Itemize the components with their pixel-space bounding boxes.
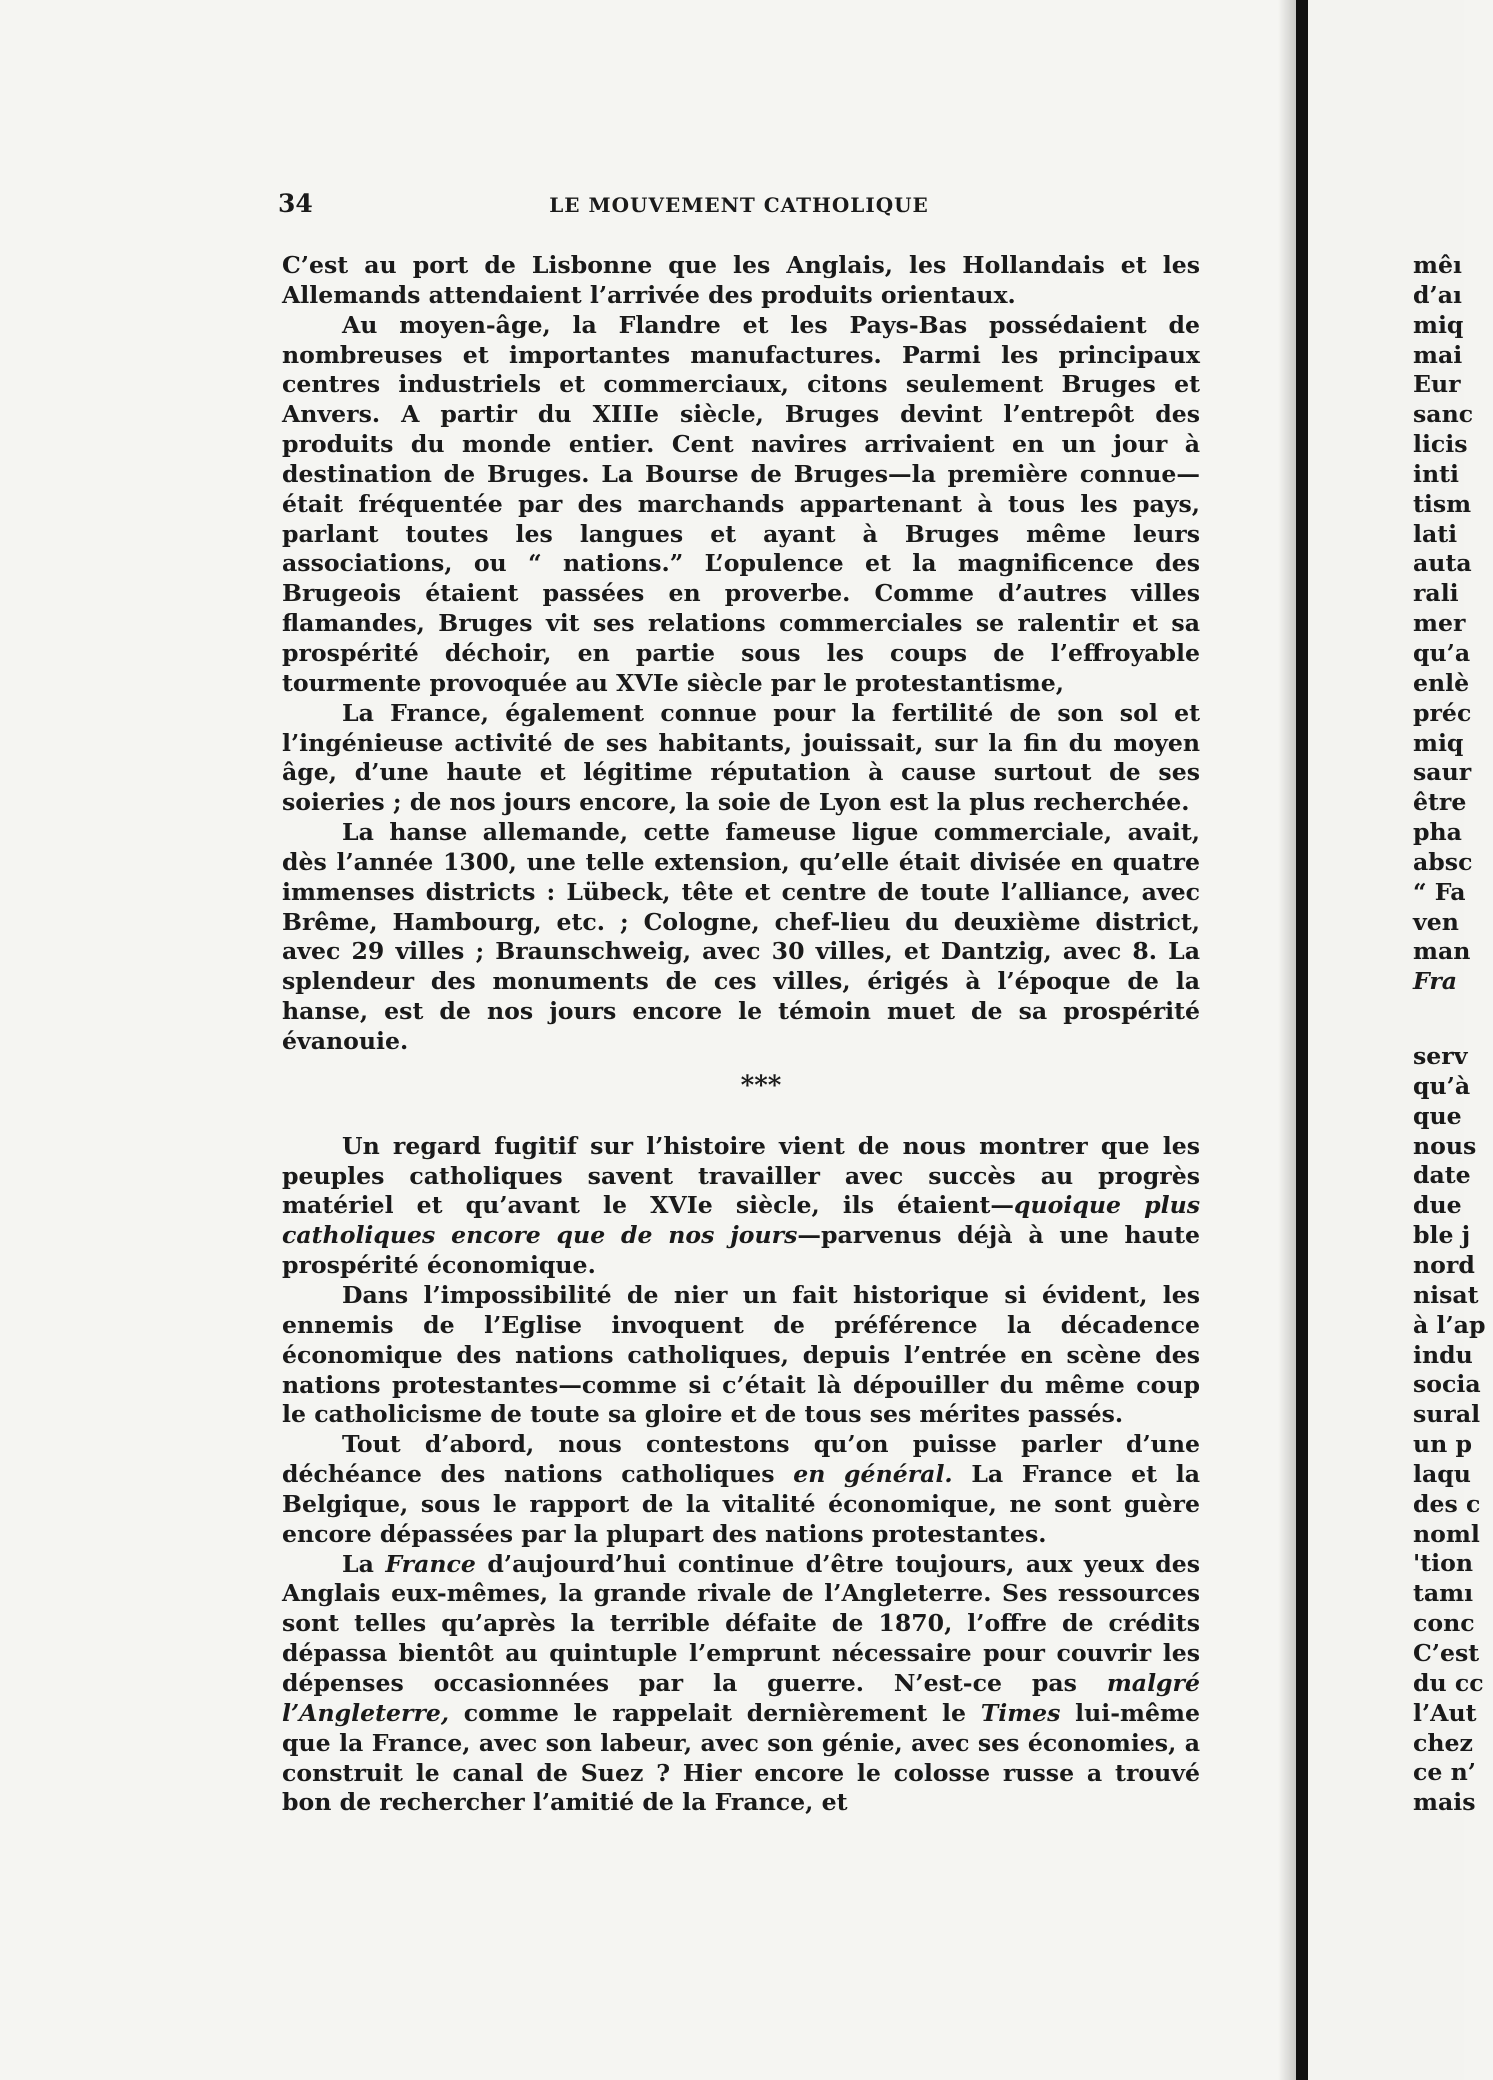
running-head: LE MOUVEMENT CATHOLIQUE (549, 193, 929, 217)
right-fragment-line: rali (1413, 579, 1459, 608)
p7-italic: en général. (793, 1460, 953, 1489)
right-fragment-line: tism (1413, 489, 1472, 518)
paragraph-4: La hanse allemande, cette fameuse ligue commerciale, avait, dès l’année 1300, une telle extension, qu’elle était divisée en quatre immenses districts : Lübeck, tête et centre de toute l’alliance, avec Brême, Hambourg, etc. ; Cologne, chef-lieu du deuxième district, avec 29 villes ; Braunschweig, avec 30 villes, et Dantzig, avec 8. La splendeur des monuments de ces villes, érigés à l’époque de la hanse, est de nos jours encore le témoin muet de sa prospérité évanouie. (282, 818, 1200, 1055)
right-fragment-line: inti (1413, 459, 1459, 488)
p8-italic-times: Times (980, 1698, 1061, 1727)
right-fragment-line: mêı (1413, 251, 1462, 279)
page-header (278, 189, 1200, 229)
p5-text-b: —parvenus déjà à une haute prospérité économique. (282, 1221, 1201, 1280)
right-fragment-line: préc (1413, 698, 1472, 727)
right-fragment-line: sanc (1413, 400, 1474, 429)
right-fragment-line: enlè (1413, 668, 1470, 697)
right-fragment-line: miq (1413, 728, 1464, 757)
right-fragment-line: mer (1413, 609, 1466, 638)
asterism: *** (740, 1070, 782, 1101)
right-fragment-line: 'tion (1413, 1549, 1473, 1578)
right-fragment-line: qu’a (1413, 638, 1471, 667)
right-fragment-line: date (1413, 1161, 1471, 1190)
p8-italic-angleterre: malgré l’Angleterre, (282, 1668, 1200, 1727)
paragraph-3: La France, également connue pour la fertilité de son sol et l’ingénieuse activité de ses habitants, jouissait, sur la fin du moyen âge, d’une haute et légitime réputation à cause surtout de ses soieries ; de nos jours encore, la soie de Lyon est la plus recherchée. (282, 698, 1200, 817)
p8-italic-france: France (385, 1549, 476, 1578)
right-fragment-line: nisat (1413, 1280, 1479, 1309)
right-fragment-line: ble j (1413, 1221, 1471, 1250)
paragraph-7 (282, 1430, 1200, 1549)
right-fragment-line: être (1413, 788, 1467, 817)
right-fragment-line: d’aı (1413, 280, 1462, 309)
right-fragment-line: noml (1413, 1519, 1480, 1548)
paragraph-6: Dans l’impossibilité de nier un fait historique si évident, les ennemis de l’Eglise invoquent de préférence la décadence économique des nations catholiques, depuis l’entrée en scène des nations protestantes—comme si c’était là dépouiller du même coup le catholicisme de toute sa gloire et de tous ses mérites passés. (282, 1281, 1200, 1429)
right-fragment-line: un p (1413, 1430, 1473, 1459)
p5-italic: quoique plus catholiques encore que de nos jours (282, 1191, 1201, 1250)
right-fragment-line: “ Fa (1413, 877, 1466, 906)
p7-text-a: Tout d’abord, nous contestons qu’on puisse parler d’une déchéance des nations catholiques (282, 1430, 1200, 1489)
right-fragment-line: due (1413, 1191, 1462, 1220)
right-fragment-line: lati (1413, 519, 1458, 548)
paragraph-2: Au moyen-âge, la Flandre et les Pays-Bas possédaient de nombreuses et importantes manufactures. Parmi les principaux centres industriels et commerciaux, citons seulement Bruges et Anvers. A partir du XIIIe siècle, Bruges devint l’entrepôt des produits du monde entier. Cent navires arrivaient en un jour à destination de Bruges. La Bourse de Bruges—la première connue—était fréquentée par des marchands appartenant à tous les pays, parlant toutes les langues et ayant à Bruges même leurs associations, ou “ nations.” L’opulence et la magnificence des Brugeois étaient passées en proverbe. Comme d’autres villes flamandes, Bruges vit ses relations commerciales se ralentir et sa prospérité déchoir, en partie sous les coups de l’effroyable tourmente provoquée au XVIe siècle par le protestantisme, (282, 310, 1200, 697)
gutter-shadow (1278, 0, 1296, 2080)
paragraph-1: C’est au port de Lisbonne que les Anglais, les Hollandais et les Allemands attendaient l’arrivée des produits orientaux. (282, 251, 1200, 309)
right-fragment-line: conc (1413, 1609, 1475, 1638)
right-fragment-line: nous (1413, 1131, 1477, 1160)
page-number: 34 (278, 189, 313, 218)
p8-text-a: La (342, 1549, 386, 1578)
p8-text-b: d’aujourd’hui continue d’être toujours, aux yeux des Anglais eux-mêmes, la grande rivale de l’Angleterre. Ses ressources sont telles qu’après la terrible défaite de 1870, l’offre de crédits dépassa bientôt au quintuple l’emprunt nécessaire pour couvrir les dépenses occasionnées par la guerre. N’est-ce pas (282, 1549, 1201, 1697)
right-fragment-line: ce n’ (1413, 1758, 1476, 1787)
right-fragment-line: serv (1413, 1042, 1468, 1071)
p5-text-a: Un regard fugitif sur l’histoire vient de nous montrer que les peuples catholiques savent travailler avec succès au progrès matériel et qu’avant le XVIe siècle, ils étaient— (282, 1131, 1200, 1220)
right-fragment-line: mais (1413, 1788, 1476, 1817)
right-fragment-line: ven (1413, 907, 1459, 936)
right-fragment-line: mai (1413, 340, 1463, 369)
right-fragment-line: Eur (1413, 370, 1461, 399)
right-fragment-line: à l’ap (1413, 1310, 1486, 1339)
right-fragment-line: laqu (1413, 1459, 1471, 1488)
right-fragment-line: nord (1413, 1251, 1475, 1279)
right-fragment-line: auta (1413, 549, 1472, 578)
right-fragment-line: saur (1413, 758, 1472, 787)
right-fragment-gap (1413, 997, 1493, 1042)
book-gutter (1296, 0, 1308, 2080)
right-page-fragments (1413, 251, 1493, 1818)
paragraph-8 (282, 1550, 1200, 1819)
right-fragment-line: des c (1413, 1489, 1481, 1518)
main-text (282, 251, 1200, 1818)
right-fragment-line: indu (1413, 1340, 1473, 1369)
right-fragment-line: C’est (1413, 1638, 1480, 1667)
paragraph-5 (282, 1132, 1200, 1281)
section-separator (282, 1057, 1200, 1132)
right-fragment-line: man (1413, 937, 1471, 966)
p8-text-d: lui-même que la France, avec son labeur, avec son génie, avec ses économies, a construit le canal de Suez ? Hier encore le colosse russe a trouvé bon de rechercher l’amitié de la France, et (282, 1698, 1200, 1817)
right-fragment-line: du cc (1413, 1668, 1484, 1697)
right-fragment-line: pha (1413, 818, 1462, 847)
right-fragment-line: socia (1413, 1370, 1481, 1399)
right-fragment-line: tamı (1413, 1579, 1474, 1608)
right-fragment-line: l’Aut (1413, 1698, 1477, 1727)
right-fragment-line: miq (1413, 310, 1464, 339)
right-fragment-line: licis (1413, 430, 1468, 459)
right-fragment-line: qu’à (1413, 1071, 1471, 1100)
right-fragment-line: chez (1413, 1728, 1473, 1757)
right-fragment-line: Fra (1413, 967, 1458, 996)
p8-text-c: comme le rappelait dernièrement le (449, 1698, 981, 1727)
right-fragment-line: sural (1413, 1400, 1481, 1429)
right-fragment-line: que (1413, 1101, 1462, 1130)
right-fragment-line: absc (1413, 847, 1473, 876)
p7-text-b: La France et la Belgique, sous le rapport de la vitalité économique, ne sont guère encore dépassées par la plupart des nations protestantes. (282, 1460, 1200, 1548)
